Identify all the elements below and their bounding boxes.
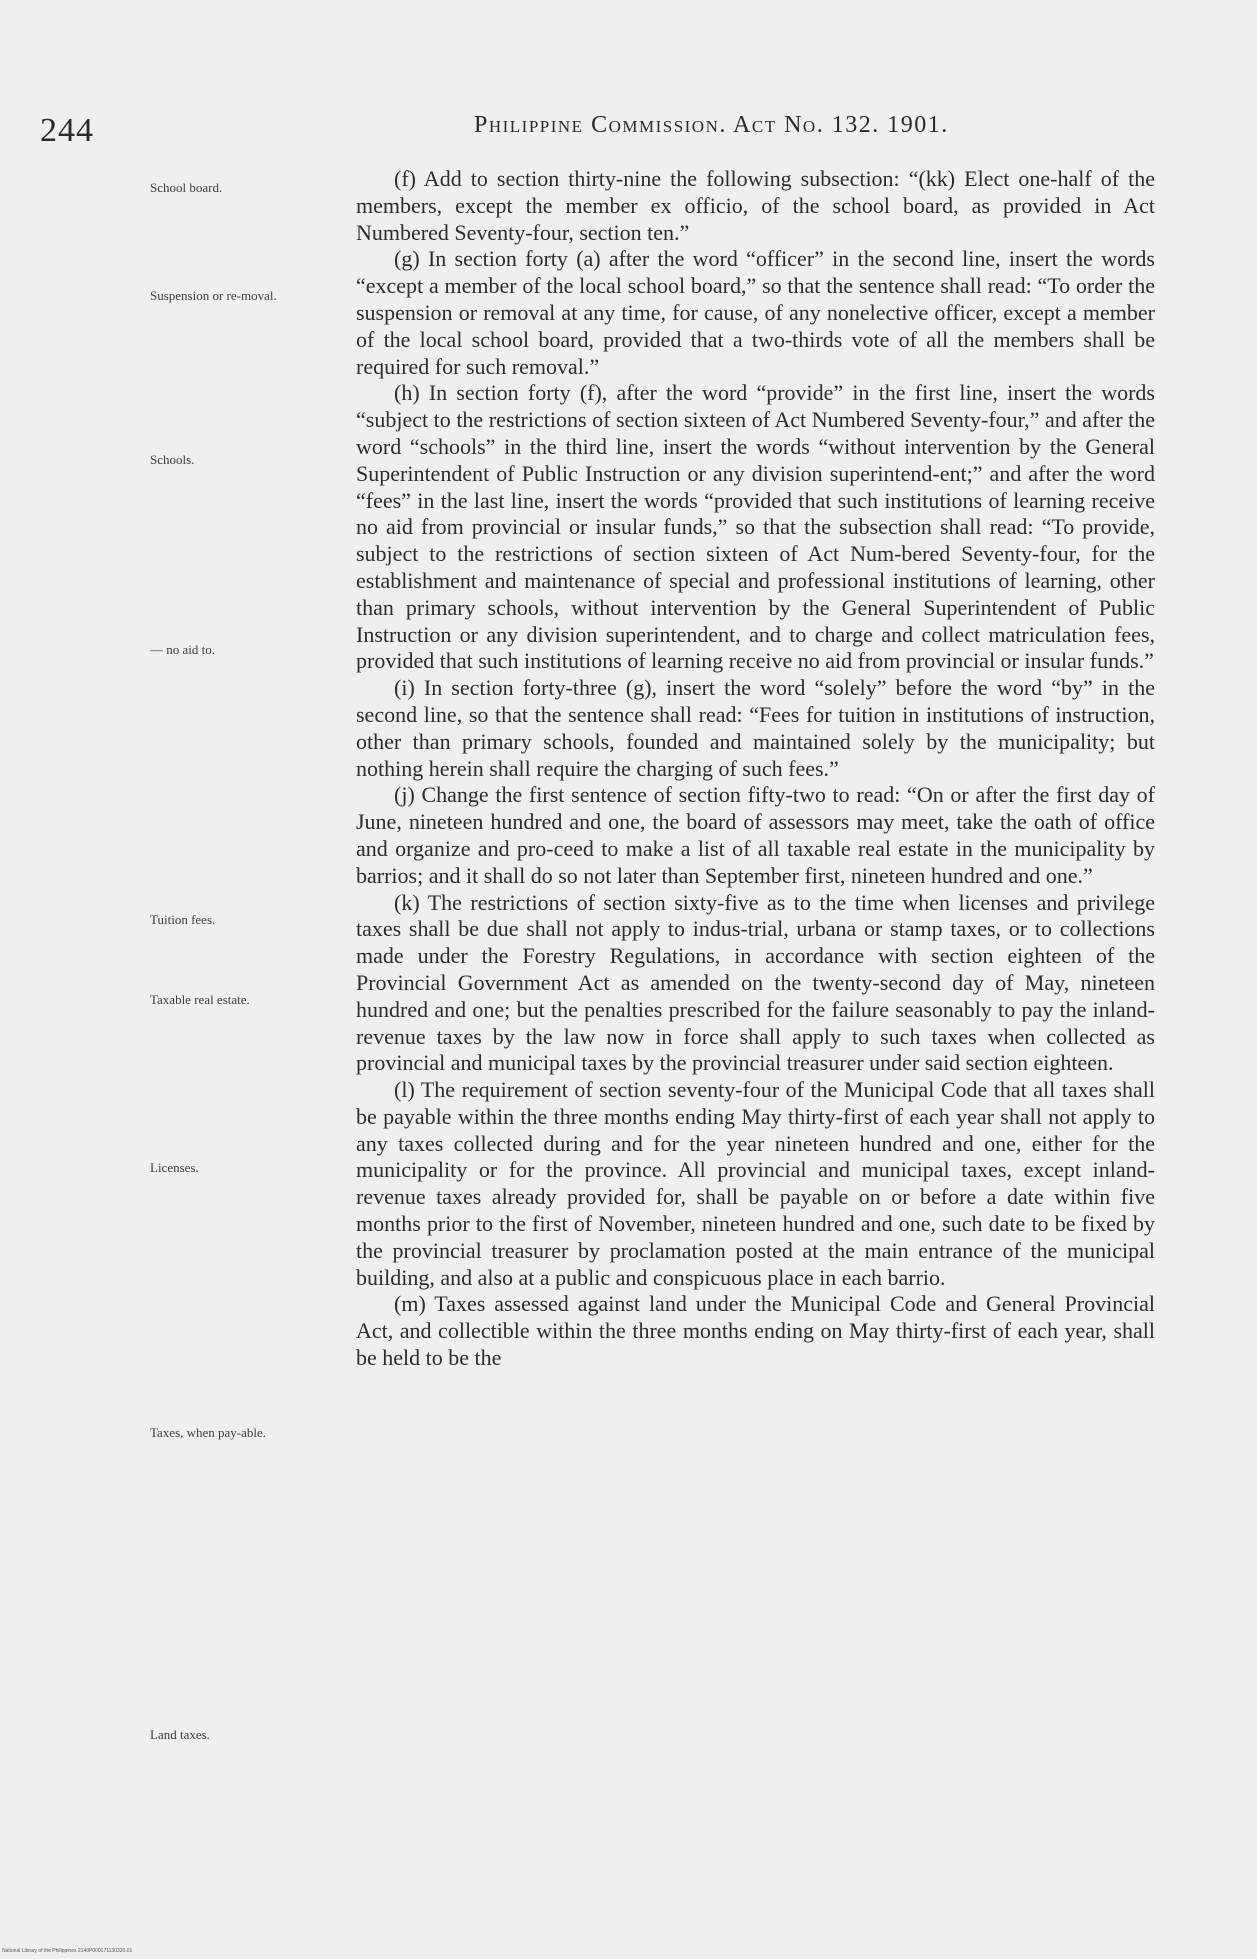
margin-note: Licenses. [150, 1160, 199, 1175]
margin-note: School board. [150, 180, 223, 195]
paragraph-l: (l) The requirement of section seventy-four of the Municipal Code that all taxes shall be payable within the three months ending May thirty-first of each year shall not apply to any taxes collected during and for the year nineteen hundred and one, either for the municipality or for the province. All provincial and municipal taxes, except inland-revenue taxes already provided for, shall be payable on or before a date within five months prior to the first of November, nineteen hundred and one, such date to be fixed by the provincial treasurer by proclamation posted at the main entrance of the municipal building, and also at a public and conspicuous place in each barrio. [356, 1077, 1155, 1290]
paragraph-j: (j) Change the first sentence of section fifty-two to read: “On or after the first day of June, nineteen hundred and one, the board of assessors may meet, take the oath of office and organize and pro-ceed to make a list of all taxable real estate in the municipality by barrios; and it shall do so not later than September first, nineteen hundred and one.” [356, 782, 1155, 888]
body-text [356, 166, 1155, 1372]
margin-note: Tuition fees. [150, 912, 216, 927]
margin-note: Land taxes. [150, 1727, 210, 1742]
paragraph-g: (g) In section forty (a) after the word “officer” in the second line, insert the words “except a member of the local school board,” so that the sentence shall read: “To order the suspension or removal at any time, for cause, of any nonelective officer, except a member of the local school board, provided that a two-thirds vote of all the members shall be required for such removal.” [356, 246, 1155, 379]
paragraph-i: (i) In section forty-three (g), insert the word “solely” before the word “by” in the second line, so that the sentence shall read: “Fees for tuition in institutions of instruction, other than primary schools, founded and maintained solely by the municipality; but nothing herein shall require the charging of such fees.” [356, 675, 1155, 781]
margin-note: — no aid to. [150, 642, 215, 657]
scan-footer: National Library of the Philippines 2140P000171130320.01 [2, 1948, 133, 1954]
page-number: 244 [40, 112, 94, 149]
margin-note: Taxes, when pay-able. [150, 1425, 267, 1440]
paragraph-h: (h) In section forty (f), after the word “provide” in the first line, insert the words “subject to the restrictions of section sixteen of Act Numbered Seventy-four,” and after the word “schools” in the third line, insert the words “without intervention by the General Superintendent of Public Instruction or any division superintend-ent;” and after the word “fees” in the last line, insert the words “provided that such institutions of learning receive no aid from provincial or insular funds,” so that the subsection shall read: “To provide, subject to the restrictions of section sixteen of Act Num-bered Seventy-four, for the establishment and maintenance of special and professional institutions of learning, other than primary schools, without intervention by the General Superintendent of Public Instruction or any division superintendent, and to charge and collect matriculation fees, provided that such institutions of learning receive no aid from provincial or insular funds.” [356, 380, 1155, 674]
paragraph-k: (k) The restrictions of section sixty-five as to the time when licenses and privilege taxes shall be due shall not apply to indus-trial, urbana or stamp taxes, or to collections made under the Forestry Regulations, in accordance with section eighteen of the Provincial Government Act as amended on the twenty-second day of May, nineteen hundred and one; but the penalties prescribed for the failure seasonably to pay the inland-revenue taxes by the law now in force shall apply to such taxes when collected as provincial and municipal taxes by the provincial treasurer under said section eighteen. [356, 889, 1155, 1076]
margin-note: Taxable real estate. [150, 992, 250, 1007]
paragraph-f: (f) Add to section thirty-nine the following subsection: “(kk) Elect one-half of the members, except the member ex officio, of the school board, as provided in Act Numbered Seventy-four, section ten.” [356, 166, 1155, 245]
paragraph-m: (m) Taxes assessed against land under the Municipal Code and General Provincial Act, and collectible within the three months ending on May thirty-first of each year, shall be held to be the [356, 1291, 1155, 1371]
margin-note: Suspension or re-moval. [150, 288, 277, 303]
margin-note: Schools. [150, 452, 195, 467]
running-head: Philippine Commission. Act No. 132. 1901. [474, 112, 949, 138]
